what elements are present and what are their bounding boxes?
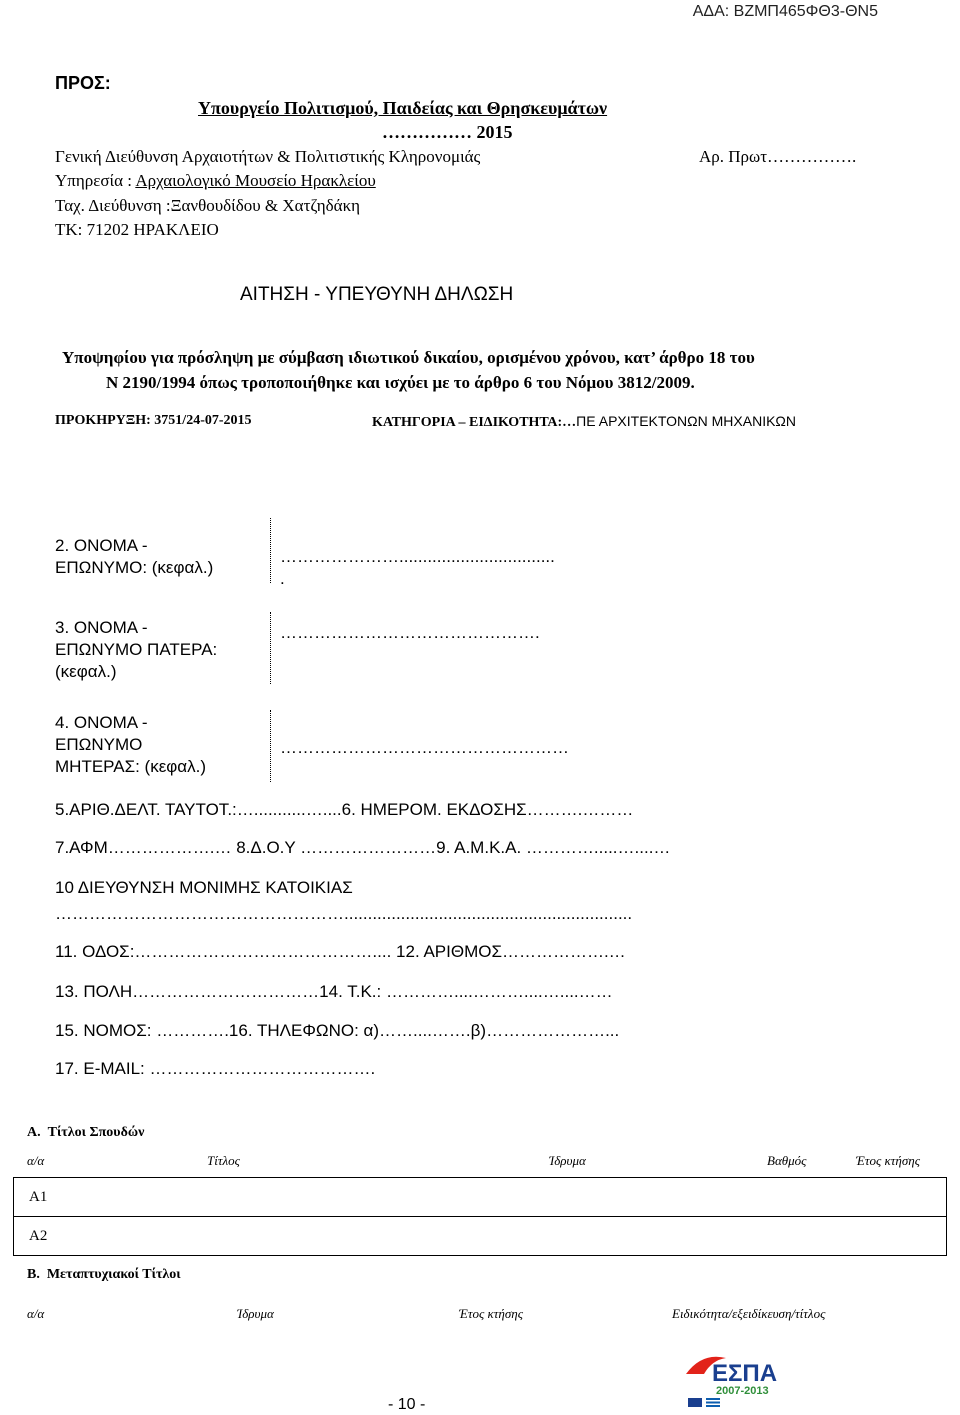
section-a-col-institution: Ίδρυμα	[549, 1153, 586, 1168]
field-4-label-line-1: 4. ΟΝΟΜΑ -	[55, 713, 148, 732]
field-4-label-line-3: ΜΗΤΕΡΑΣ: (κεφαλ.)	[55, 757, 207, 776]
espa-logo-years: 2007-2013	[716, 1385, 769, 1397]
section-a-col-aa: α/α	[27, 1153, 45, 1168]
section-b-col-specialty: Ειδικότητα/εξειδίκευση/τίτλος	[672, 1306, 826, 1321]
service-label: Υπηρεσία :	[55, 171, 136, 190]
page-number: - 10 -	[388, 1396, 426, 1413]
section-a-title: Τίτλοι Σπουδών	[47, 1125, 145, 1140]
section-b-letter: Β.	[27, 1267, 40, 1282]
date-line: …………… 2015	[382, 122, 513, 142]
section-b-col-institution: Ίδρυμα	[237, 1306, 274, 1321]
postcode: ΤΚ: 71202 ΗΡΑΚΛΕΙΟ	[55, 220, 219, 239]
section-b-col-year: Έτος κτήσης	[459, 1306, 523, 1321]
line-11-street[interactable]: 11. ΟΔΟΣ:…………………………………….... 12. ΑΡΙΘΜΟΣ……………….…	[55, 942, 626, 961]
field-3-label-line-1: 3. ΟΝΟΜΑ -	[55, 618, 148, 637]
espa-logo-graphic	[682, 1348, 792, 1410]
field-2-value[interactable]	[280, 546, 555, 590]
line-13-city[interactable]: 13. ΠΟΛΗ……………………………14. Τ.Κ.: …………....………....…....……	[55, 982, 613, 1001]
service-name: Αρχαιολογικό Μουσείο Ηρακλείου	[135, 171, 376, 190]
ada-code: ΑΔΑ: ΒΖΜΠ465ΦΘ3-ΘΝ5	[692, 3, 878, 20]
espa-logo	[682, 1348, 792, 1410]
section-a-col-year: Έτος κτήσης	[856, 1153, 920, 1168]
section-a-label	[27, 1125, 144, 1142]
field-3-label-line-3: (κεφαλ.)	[55, 662, 117, 681]
field-2-label-line-2: ΕΠΩΝΥΜΟ: (κεφαλ.)	[55, 558, 214, 577]
subtitle-line-1: Υποψηφίου για πρόσληψη με σύμβαση ιδιωτικού δικαίου, ορισμένου χρόνου, κατ’ άρθρο 18 του	[62, 348, 755, 367]
field-3-label	[55, 617, 217, 683]
line-15-prefecture-phone[interactable]: 15. ΝΟΜΟΣ: ………….16. ΤΗΛΕΦΩΝΟ: α)……....…….β)…………………...	[55, 1021, 620, 1040]
notice-number: ΠΡΟΚΗΡΥΞΗ: 3751/24-07-2015	[55, 413, 252, 428]
espa-logo-text: ΕΣΠΑ	[712, 1360, 778, 1387]
table-a-row-1[interactable]: Α1	[29, 1189, 48, 1205]
greek-flag-stripe-2-icon	[706, 1404, 720, 1406]
section-a-col-grade: Βαθμός	[767, 1153, 807, 1168]
directorate: Γενική Διεύθυνση Αρχαιοτήτων & Πολιτιστικής Κληρονομιάς	[55, 147, 481, 166]
field-3-value[interactable]: ……………………………………….	[280, 623, 540, 642]
service-line	[55, 171, 376, 191]
line-5-id-card[interactable]: 5.ΑΡΙΘ.ΔΕΛΤ. ΤΑΥΤΟΤ.:…...........…....6. ΗΜΕΡΟΜ. ΕΚΔΟΣΗΣ……….………	[55, 800, 634, 819]
section-a-letter: Α.	[27, 1125, 41, 1140]
table-a-top-border	[13, 1177, 947, 1178]
field-2-label	[55, 535, 213, 579]
field-3-label-line-2: ΕΠΩΝΥΜΟ ΠΑΤΕΡΑ:	[55, 640, 218, 659]
section-b-title: Μεταπτυχιακοί Τίτλοι	[46, 1267, 181, 1282]
greek-flag-icon	[706, 1398, 720, 1407]
protocol-number: Αρ. Πρωτ…………….	[699, 147, 857, 166]
line-7-tax-info[interactable]: 7.ΑΦΜ……………….… 8.Δ.Ο.Υ ……………………9. Α.Μ.Κ.Α. ………….....…....…	[55, 838, 671, 857]
subtitle-line-2: Ν 2190/1994 όπως τροποποιήθηκε και ισχύει με το άρθρο 6 του Νόμου 3812/2009.	[106, 373, 695, 392]
line-10-address-value[interactable]: …………………………………………….............................................................	[55, 904, 633, 923]
table-a-mid-border	[13, 1216, 947, 1217]
table-a-right-border	[946, 1177, 947, 1255]
pros-label: ΠΡΟΣ:	[55, 73, 111, 93]
category-label: ΚΑΤΗΓΟΡΙΑ – ΕΙΔΙΚΟΤΗΤΑ:…	[372, 415, 577, 430]
eu-flag-icon	[688, 1398, 702, 1407]
field-4-value[interactable]: ……………………………………………	[280, 738, 569, 757]
table-a-row-2[interactable]: Α2	[29, 1228, 48, 1244]
table-a-bottom-border	[13, 1255, 947, 1256]
field-3-divider	[270, 612, 271, 684]
line-10-address-label: 10 ΔΙΕΥΘΥΝΣΗ ΜΟΝΙΜΗΣ ΚΑΤΟΙΚΙΑΣ	[55, 878, 353, 897]
field-4-divider	[270, 710, 271, 782]
form-title: ΑΙΤΗΣΗ - ΥΠΕΥΘΥΝΗ ΔΗΛΩΣΗ	[240, 284, 514, 305]
field-2-divider	[270, 518, 271, 583]
section-b-label	[27, 1267, 181, 1284]
section-b-col-aa: α/α	[27, 1306, 45, 1321]
field-2-value-line-1: ………………….................................	[280, 547, 555, 566]
field-2-value-line-2: .	[280, 569, 285, 588]
category-value: ΠΕ ΑΡΧΙΤΕΚΤΟΝΩΝ ΜΗΧΑΝΙΚΩΝ	[576, 413, 796, 429]
field-4-label-line-2: ΕΠΩΝΥΜΟ	[55, 735, 143, 754]
ministry-name: Υπουργείο Πολιτισμού, Παιδείας και Θρησκευμάτων	[198, 98, 608, 118]
field-2-label-line-1: 2. ΟΝΟΜΑ -	[55, 536, 148, 555]
greek-flag-stripe-icon	[706, 1400, 720, 1402]
category-line	[372, 413, 796, 432]
section-a-col-title: Τίτλος	[207, 1153, 240, 1168]
line-17-email[interactable]: 17. E-MAIL: ………………………………….	[55, 1059, 376, 1078]
table-a-left-border	[13, 1177, 14, 1255]
field-4-label	[55, 712, 206, 778]
address: Ταχ. Διεύθυνση :Ξανθουδίδου & Χατζηδάκη	[55, 196, 361, 215]
